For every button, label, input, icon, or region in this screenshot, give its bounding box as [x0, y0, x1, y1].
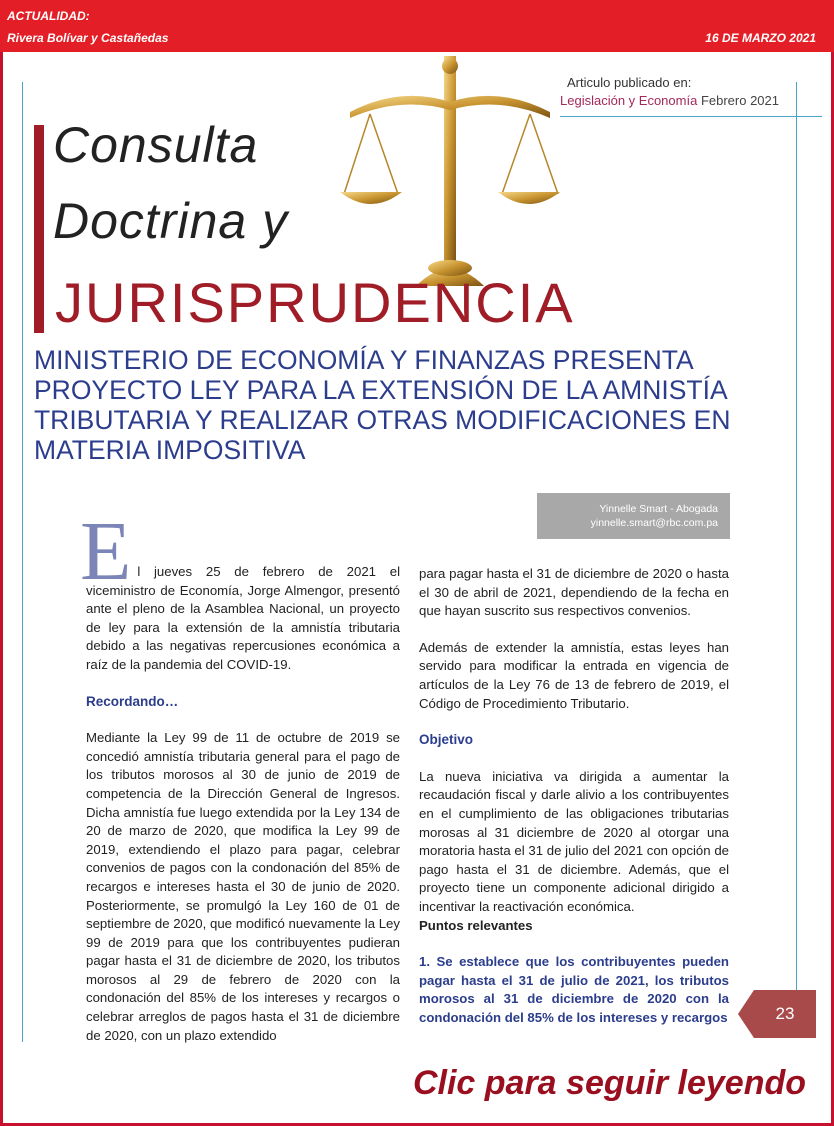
- drop-cap: E: [80, 505, 132, 598]
- magazine-name: Legislación y Economía: [560, 93, 698, 108]
- section-label: ACTUALIDAD:: [7, 9, 90, 23]
- intro-text: l jueves 25 de febrero de 2021 el viceministro de Economía, Jorge Almengor, presentó ante el pleno de la Asamblea Nacional, un proyecto de ley para la extensión de la amnistía tributaria debido a las negativas repercusiones económica a raíz de la pandemia del COVID-19.: [86, 564, 400, 672]
- heading-recordando: Recordando…: [86, 693, 179, 709]
- author-name: Yinnelle Smart - Abogada: [599, 503, 718, 515]
- continue-reading-link[interactable]: Clic para seguir leyendo: [412, 1064, 806, 1102]
- intro-paragraph: [80, 505, 400, 675]
- publication-label: Articulo publicado en:: [567, 75, 692, 90]
- column-right: [419, 565, 729, 1045]
- pub-underline: [560, 116, 822, 117]
- paragraph-ademas: Además de extender la amnistía, estas leyes han servido para modificar la entrada en vigencia de artículos de la Ley 76 de 13 de febrero de 2019, el Código de Procedimiento Tributario.: [419, 639, 729, 711]
- page-number: 23: [754, 990, 816, 1038]
- header-bar: [0, 0, 834, 52]
- title-line-consulta: Consulta: [53, 117, 259, 173]
- title-accent-bar: [34, 125, 44, 333]
- right-guide-line: [796, 82, 797, 992]
- title-line-doctrina: Doctrina y: [53, 193, 289, 249]
- heading-objetivo: Objetivo: [419, 732, 474, 748]
- heading-puntos: Puntos relevantes: [419, 917, 533, 933]
- paragraph-plazo: para pagar hasta el 31 de diciembre de 2020 o hasta el 30 de abril de 2021, dependiendo de la fecha en que hayan suscrito sus respectivos convenios.: [419, 566, 729, 619]
- point-1: 1. Se establece que los contribuyentes pueden pagar hasta el 31 de julio de 2021, los tributos morosos al 31 de diciembre de 2020 con la condonación del 85% de los intereses y recargos: [419, 954, 729, 1025]
- author-box: [537, 493, 730, 539]
- publication-info: [560, 74, 779, 110]
- title-line-jurisprudencia: JURISPRUDENCIA: [55, 271, 575, 334]
- article-headline: MINISTERIO DE ECONOMÍA Y FINANZAS PRESENTA PROYECTO LEY PARA LA EXTENSIÓN DE LA AMNISTÍA TRIBUTARIA Y REALIZAR OTRAS MODIFICACIONES EN MATERIA IMPOSITIVA: [34, 345, 731, 465]
- scales-of-justice-icon: [340, 56, 560, 291]
- column-left: [80, 505, 400, 1063]
- paragraph-recordando: Mediante la Ley 99 de 11 de octubre de 2019 se concedió amnistía tributaria general para el pago de los tributos morosos al 30 de junio de 2019 de competencia de la Dirección General de Ingresos. Dicha amnistía fue luego extendida por la Ley 134 de 20 de marzo de 2020, que modifica la Ley 99 de 2019, extendiendo el plazo para pagar, celebrar convenios de pagos con la condonación del 85% de recargos e intereses hasta el 30 de junio de 2020. Posteriormente, se promulgó la Ley 160 de 01 de septiembre de 2020, que modificó nuevamente la Ley 99 de 2019 para que los contribuyentes pudieran pagar hasta el 31 de diciembre de 2020, los tributos morosos al 29 de febrero de 2020 con la condonación del 85% de los intereses y recargos o celebrar arreglos de pagos hasta el 31 de diciembre de 2020, con un plazo extendido: [86, 730, 400, 1043]
- paragraph-objetivo: La nueva iniciativa va dirigida a aumentar la recaudación fiscal y darle alivio a los contribuyentes en el cumplimiento de las obligaciones tributarias morosas al 31 diciembre de 2020 al otorgar una moratoria hasta el 31 de julio del 2021 con opción de pago hasta el 31 de diciembre. Además, que el proyecto tiene un componente adicional dirigido a incentivar la reactivación económica.: [419, 768, 729, 914]
- firm-name: Rivera Bolívar y Castañedas: [7, 31, 169, 45]
- left-guide-line: [22, 82, 23, 1042]
- edition-date: Febrero 2021: [700, 93, 779, 108]
- author-email[interactable]: yinnelle.smart@rbc.com.pa: [590, 517, 718, 529]
- header-date: 16 DE MARZO 2021: [705, 31, 816, 45]
